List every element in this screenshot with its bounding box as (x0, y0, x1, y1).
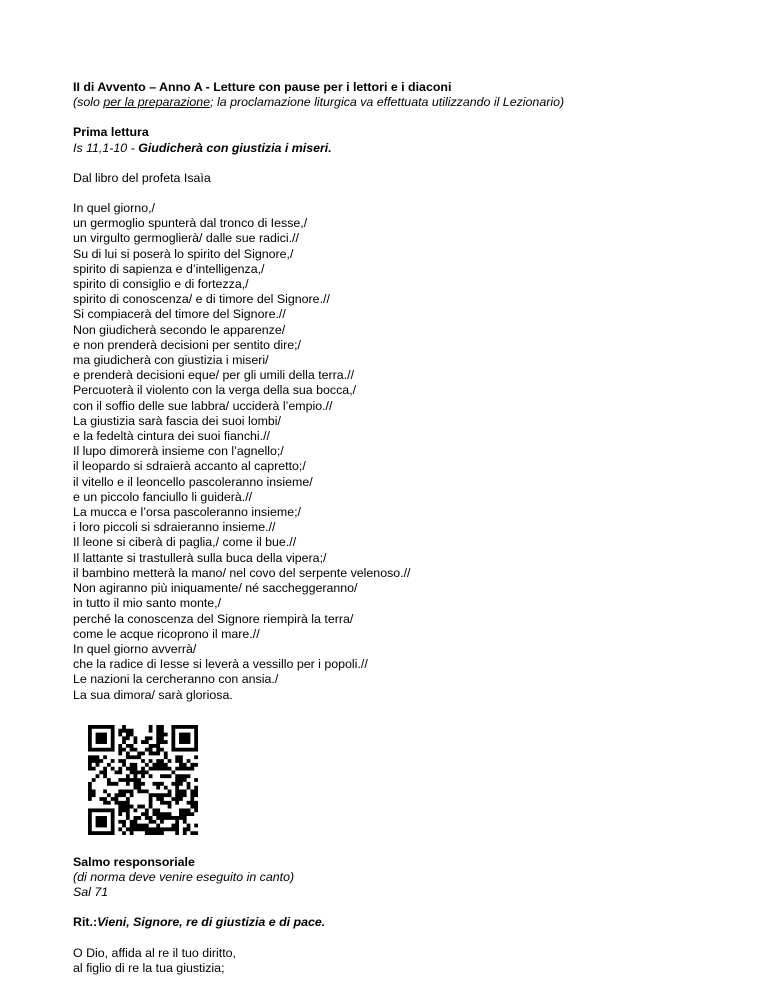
psalm-heading: Salmo responsoriale (73, 854, 195, 869)
text-line: il bambino metterà la mano/ nel covo del serpente velenoso.// (73, 565, 411, 580)
note-suffix: ; la proclamazione liturgica va effettuata utilizzando il Lezionario) (210, 95, 565, 110)
refrain-text: Vieni, Signore, re di giustizia e di pace. (97, 915, 326, 930)
text-line: O Dio, affida al re il tuo diritto, (73, 945, 236, 960)
text-line: e la fedeltà cintura dei suoi fianchi.// (73, 429, 270, 444)
text-line: ma giudicherà con giustizia i miseri/ (73, 353, 269, 368)
text-line: con il soffio delle sue labbra/ ucciderà l’empio.// (73, 398, 333, 413)
psalm-note: (di norma deve venire eseguito in canto) (73, 869, 295, 884)
note-underlined: per la preparazione (103, 95, 211, 110)
first-reading-heading: Prima lettura (73, 125, 149, 140)
text-line: La mucca e l’orsa pascoleranno insieme;/ (73, 505, 301, 520)
text-line: Non agiranno più iniquamente/ né saccheggeranno/ (73, 581, 358, 596)
text-line: Si compiacerà del timore del Signore.// (73, 307, 286, 322)
text-line: spirito di conoscenza/ e di timore del Signore.// (73, 292, 330, 307)
reading-text (73, 201, 713, 703)
text-line: In quel giorno,/ (73, 201, 155, 216)
reference-title: Giudicherà con giustizia i miseri. (138, 140, 332, 155)
text-line: un germoglio spunterà dal tronco di Iesse,/ (73, 216, 308, 231)
text-line: La giustizia sarà fascia dei suoi lombi/ (73, 413, 281, 428)
text-line: e un piccolo fanciullo li guiderà.// (73, 489, 253, 504)
psalm-text (73, 946, 713, 976)
psalm-refrain (73, 915, 713, 930)
text-line: In quel giorno avverrà/ (73, 641, 197, 656)
refrain-label: Rit.: (73, 915, 98, 930)
text-line: il vitello e il leoncello pascoleranno insieme/ (73, 474, 313, 489)
text-line: e non prenderà decisioni per sentito dire;/ (73, 337, 301, 352)
text-line: spirito di sapienza e d’intelligenza,/ (73, 261, 265, 276)
preparation-note (73, 95, 713, 110)
text-line: Il lupo dimorerà insieme con l’agnello;/ (73, 444, 284, 459)
first-reading-reference (73, 141, 713, 156)
text-line: i loro piccoli si sdraieranno insieme.// (73, 520, 276, 535)
psalm-reference: Sal 71 (73, 885, 109, 900)
text-line: Il leone si ciberà di paglia,/ come il bue.// (73, 535, 297, 550)
reference-prefix: Is 11,1-10 - (73, 140, 139, 155)
text-line: Il lattante si trastullerà sulla buca della vipera;/ (73, 550, 327, 565)
note-prefix: (solo (73, 95, 104, 110)
text-line: al figlio di re la tua giustizia; (73, 960, 225, 975)
document-page (73, 80, 713, 976)
text-line: e prenderà decisioni eque/ per gli umili della terra.// (73, 368, 355, 383)
text-line: perché la conoscenza del Signore riempirà la terra/ (73, 611, 354, 626)
text-line: un virgulto germoglierà/ dalle sue radici.// (73, 231, 299, 246)
text-line: in tutto il mio santo monte,/ (73, 596, 222, 611)
text-line: Non giudicherà secondo le apparenze/ (73, 322, 286, 337)
qr-code (88, 725, 198, 835)
text-line: che la radice di Iesse si leverà a vessillo per i popoli.// (73, 657, 368, 672)
text-line: spirito di consiglio e di fortezza,/ (73, 277, 249, 292)
qr-code-icon (88, 725, 198, 835)
text-line: Percuoterà il violento con la verga della sua bocca,/ (73, 383, 357, 398)
text-line: La sua dimora/ sarà gloriosa. (73, 687, 233, 702)
document-title: II di Avvento – Anno A - Letture con pause per i lettori e i diaconi (73, 80, 452, 94)
text-line: il leopardo si sdraierà accanto al capretto;/ (73, 459, 306, 474)
text-line: Le nazioni la cercheranno con ansia./ (73, 672, 279, 687)
text-line: Su di lui si poserà lo spirito del Signore,/ (73, 246, 294, 261)
reading-source: Dal libro del profeta Isaìa (73, 170, 211, 185)
text-line: come le acque ricoprono il mare.// (73, 626, 260, 641)
